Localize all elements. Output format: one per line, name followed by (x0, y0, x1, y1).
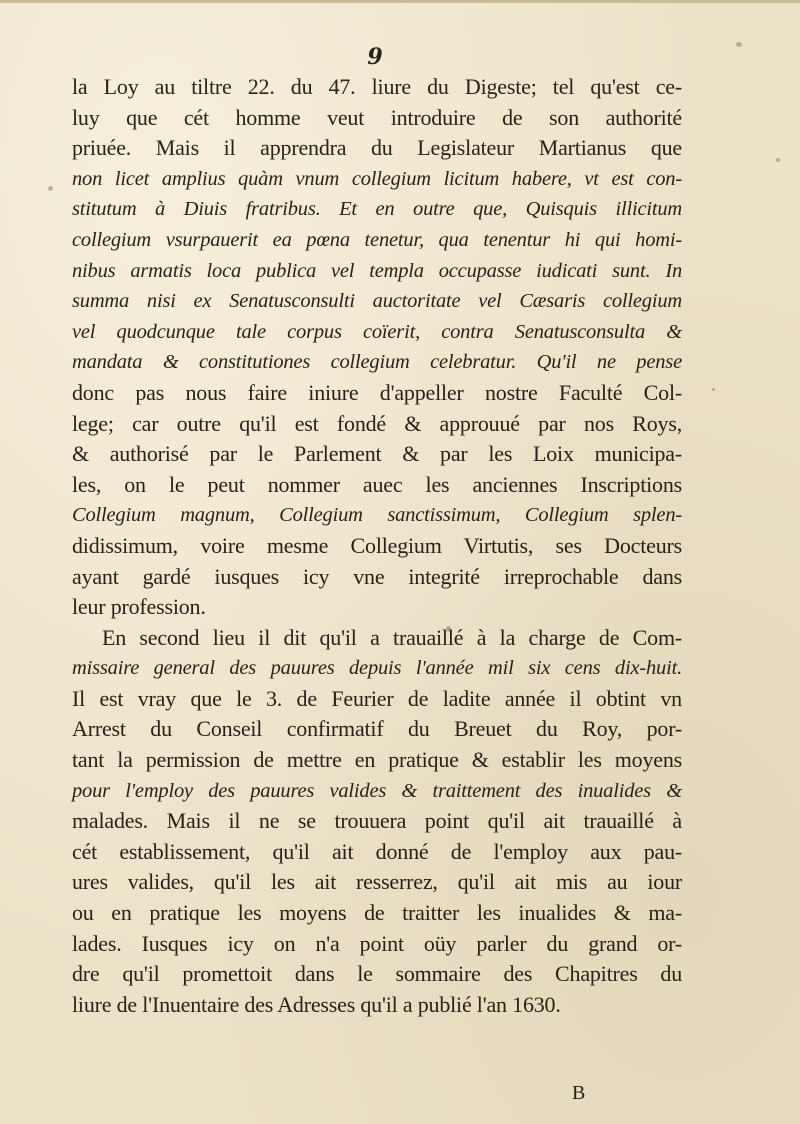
text-line: priuée. Mais il apprendra du Legislateur Martianus que (72, 135, 682, 161)
text-line: tant la permission de mettre en pratique & establir les moyens (72, 747, 682, 773)
paper-speck (776, 158, 780, 162)
text-line: lades. Iusques icy on n'a point oüy parler du grand or- (72, 930, 682, 956)
text-line: summa nisi ex Senatusconsulti auctoritate vel Cæsaris collegium (72, 290, 682, 313)
text-line: Il est vray que le 3. de Feurier de ladite année il obtint vn (72, 685, 682, 711)
text-line: & authorisé par le Parlement & par les Loix municipa- (72, 441, 682, 467)
text-line: luy que cét homme veut introduire de son authorité (72, 104, 682, 130)
text-line: Collegium magnum, Collegium sanctissimum, Collegium splen- (72, 504, 682, 527)
body-text (72, 72, 682, 1020)
text-line: dre qu'il promettoit dans le sommaire des Chapitres du (72, 961, 682, 987)
text-line: ou en pratique les moyens de traitter les inualides & ma- (72, 900, 682, 926)
page-number: 9 (367, 44, 383, 70)
text-line: vel quodcunque tale corpus coïerit, contra Senatusconsulta & (72, 320, 682, 343)
text-line: ayant gardé iusques icy vne integrité irreprochable dans (72, 563, 682, 589)
paper-speck (48, 186, 53, 191)
paper-speck (736, 42, 742, 47)
page-top-edge (0, 0, 800, 3)
text-line: pour l'employ des pauures valides & traittement des inualides & (72, 779, 682, 802)
text-line: didissimum, voire mesme Collegium Virtutis, ses Docteurs (72, 532, 682, 558)
text-line: donc pas nous faire iniure d'appeller nostre Faculté Col- (72, 379, 682, 405)
text-line: missaire general des pauures depuis l'année mil six cens dix-huit. (72, 657, 682, 680)
text-line: malades. Mais il ne se trouuera point qu'il ait trauaillé à (72, 808, 682, 834)
text-line: non licet amplius quàm vnum collegium licitum habere, vt est con- (72, 167, 682, 190)
text-line: collegium vsurpauerit ea pœna tenetur, qua tenentur hi qui homi- (72, 228, 682, 251)
signature-mark: B (572, 1082, 586, 1104)
text-line: ures valides, qu'il les ait resserrez, qu'il ait mis au iour (72, 869, 682, 895)
text-line: liure de l'Inuentaire des Adresses qu'il a publié l'an 1630. (72, 991, 561, 1017)
text-line: leur profession. (72, 594, 206, 620)
paper-speck (446, 626, 451, 632)
text-line: Arrest du Conseil confirmatif du Breuet du Roy, por- (72, 716, 682, 742)
text-line: lege; car outre qu'il est fondé & approuué par nos Roys, (72, 410, 682, 436)
text-line: la Loy au tiltre 22. du 47. liure du Digeste; tel qu'est ce- (72, 74, 682, 99)
text-line: mandata & constitutiones collegium celebratur. Qu'il ne pense (72, 351, 682, 374)
text-line: cét establissement, qu'il ait donné de l'employ aux pau- (72, 838, 682, 864)
text-line: stitutum à Diuis fratribus. Et en outre que, Quisquis illicitum (72, 198, 682, 221)
paper-speck (712, 388, 715, 391)
text-line: En second lieu il dit qu'il a trauaillé à la charge de Com- (102, 624, 682, 650)
text-line: les, on le peut nommer auec les anciennes Inscriptions (72, 471, 682, 497)
text-line: nibus armatis loca publica vel templa occupasse iudicati sunt. In (72, 259, 682, 282)
